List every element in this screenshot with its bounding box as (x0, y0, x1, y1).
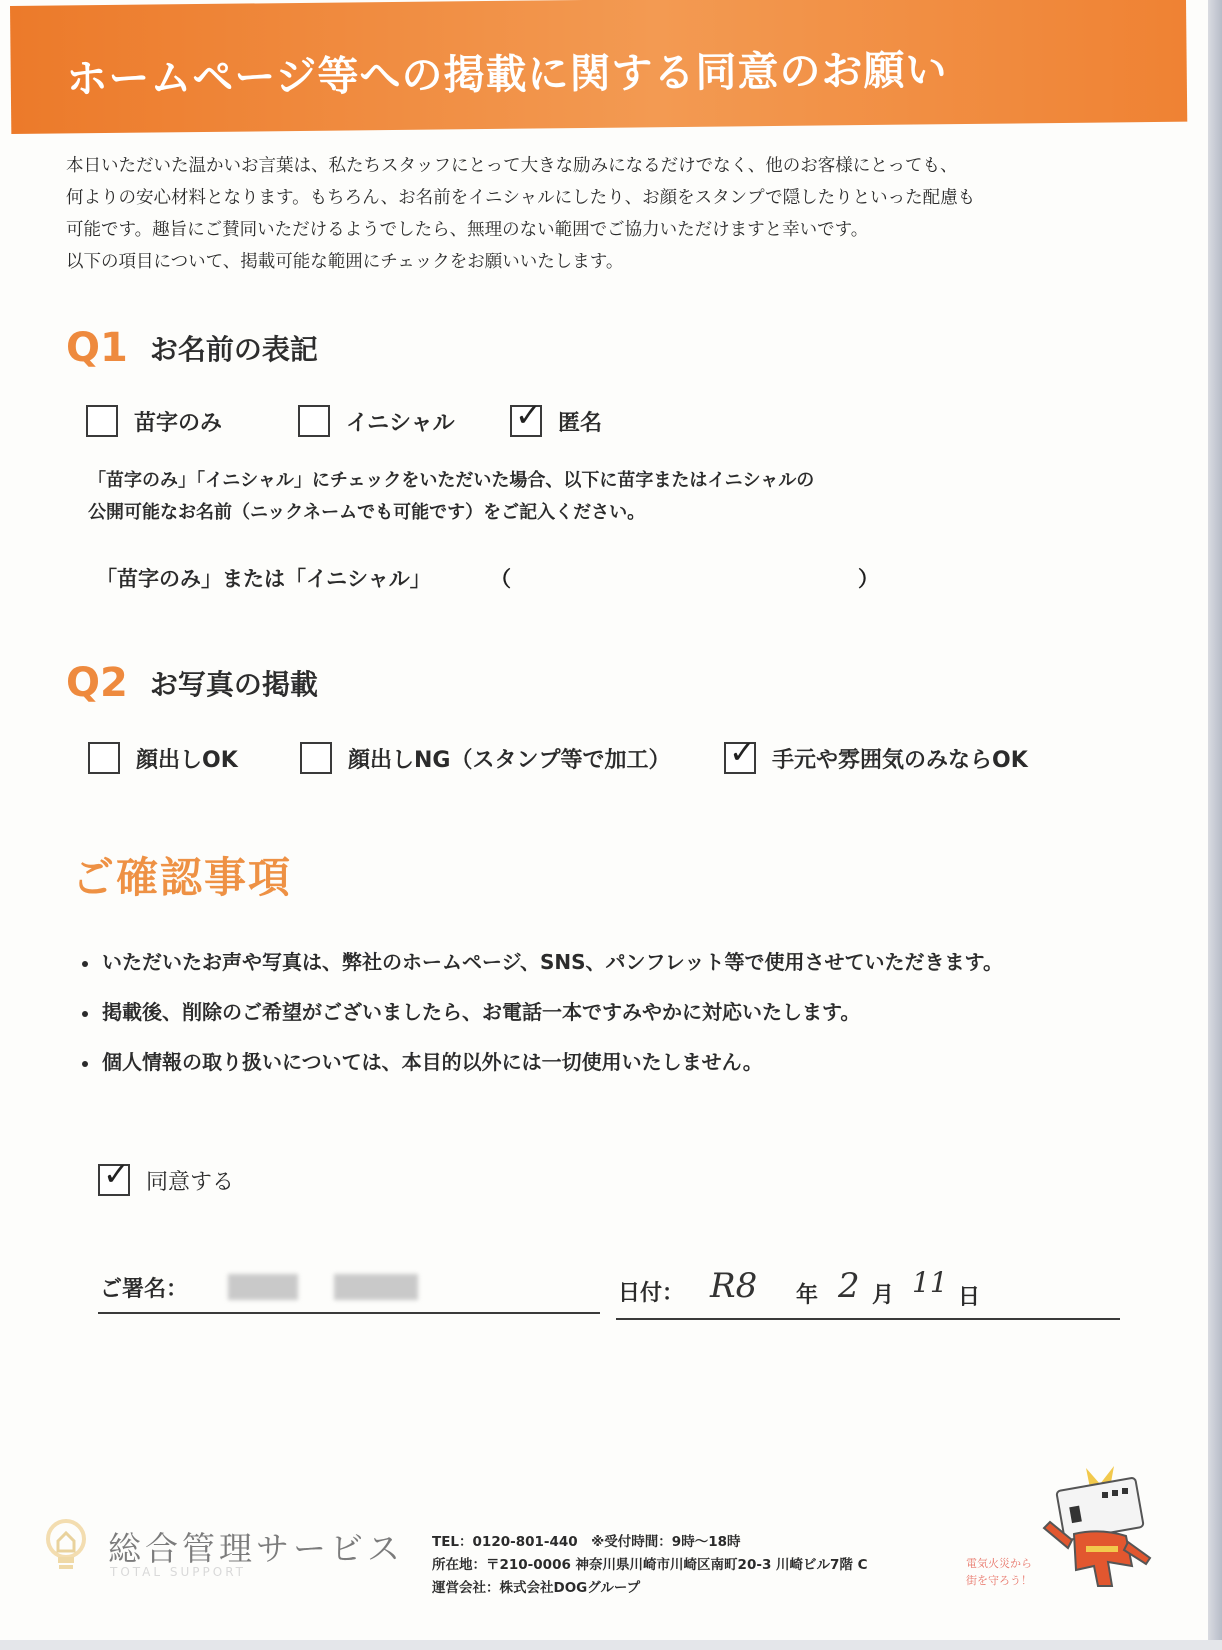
date-day-unit: 日 (958, 1285, 981, 1310)
bullet-dot (82, 961, 88, 967)
name-fill-label: 「苗字のみ」または「イニシャル」 (96, 567, 431, 591)
signature-line (98, 1312, 600, 1314)
option-label: 顔出しNG（スタンプ等で加工） (348, 747, 671, 773)
date-month-unit: 月 (872, 1283, 895, 1308)
confirm-item-text: 個人情報の取り扱いについては、本目的以外には一切使用いたしません。 (102, 1050, 763, 1074)
signature-redacted (228, 1274, 298, 1300)
q1-note-line-1: 「苗字のみ」「イニシャル」にチェックをいただいた場合、以下に苗字またはイニシャルの (88, 470, 815, 491)
q1-option-anonymous[interactable] (510, 396, 603, 437)
contact-company: 運営会社：株式会社DOGグループ (432, 1580, 641, 1596)
bullet-dot (82, 1011, 88, 1017)
date-era-year: R8 (710, 1266, 758, 1306)
page-edge-shadow (1208, 0, 1222, 1650)
page-title: ホームページ等への掲載に関する同意のお願い (66, 45, 948, 103)
q1-number: Q1 (66, 325, 128, 371)
lightbulb-icon (44, 1517, 88, 1577)
confirm-item-text: いただいたお声や写真は、弊社のホームページ、SNS、パンフレット等で使用させていただきます。 (102, 950, 1003, 974)
intro-line-4: 以下の項目について、掲載可能な範囲にチェックをお願いいたします。 (66, 252, 624, 272)
checkbox[interactable] (298, 405, 330, 437)
option-label: イニシャル (346, 410, 455, 436)
signature-label: ご署名： (100, 1277, 189, 1302)
confirm-item-text: 掲載後、削除のご希望がございましたら、お電話一本ですみやかに対応いたします。 (102, 1000, 861, 1024)
date-day: 11 (912, 1266, 948, 1299)
agree-label: 同意する (146, 1169, 235, 1195)
checkbox[interactable] (88, 742, 120, 774)
mascot-character-icon (1014, 1462, 1174, 1592)
q1-heading (66, 325, 318, 371)
signature-redacted (334, 1274, 418, 1300)
intro-line-1: 本日いただいた温かいお言葉は、私たちスタッフにとって大きな励みになるだけでなく、他のお客様にとっても、 (66, 156, 958, 176)
q2-option-atmosphere-ok[interactable] (724, 733, 1028, 774)
agree-checkbox-row[interactable] (98, 1155, 235, 1196)
checkbox-checked[interactable] (510, 396, 542, 437)
date-year-unit: 年 (796, 1283, 819, 1308)
option-label: 手元や雰囲気のみならOK (772, 747, 1028, 773)
check-mark-icon: ✓ (729, 733, 756, 771)
q2-number: Q2 (66, 660, 128, 706)
name-fill-paren-close: ） (858, 567, 879, 591)
intro-line-2: 何よりの安心材料となります。もちろん、お名前をイニシャルにしたり、お顔をスタンプで隠したりといった配慮も (66, 188, 976, 208)
contact-address: 所在地：〒210-0006 神奈川県川崎市川崎区南町20-3 川崎ビル7階 C (432, 1557, 868, 1573)
confirm-item (82, 996, 860, 1025)
confirm-item (82, 946, 1003, 975)
bullet-dot (82, 1061, 88, 1067)
mascot-caption-1: 電気火災から (966, 1557, 1032, 1570)
q1-title: お名前の表記 (149, 333, 318, 366)
confirm-title: ご確認事項 (72, 853, 293, 902)
contact-tel: TEL：0120-801-440 ※受付時間：9時〜18時 (432, 1534, 741, 1550)
page-edge-bottom (0, 1640, 1222, 1650)
name-fill-paren-open: （ (490, 567, 511, 591)
q1-option-surname-only[interactable] (86, 405, 222, 437)
company-logo (38, 1515, 408, 1585)
q2-title: お写真の掲載 (149, 668, 318, 701)
q2-option-face-ok[interactable] (88, 742, 238, 774)
option-label: 顔出しOK (136, 747, 238, 773)
intro-line-3: 可能です。趣旨にご賛同いただけるようでしたら、無理のない範囲でご協力いただけますと幸いです。 (66, 220, 869, 240)
mascot-caption-2: 街を守ろう！ (966, 1574, 1032, 1587)
date-month: 2 (838, 1266, 860, 1306)
check-mark-icon: ✓ (103, 1155, 130, 1193)
option-label: 苗字のみ (134, 410, 223, 436)
check-mark-icon: ✓ (515, 396, 542, 434)
q2-option-face-ng[interactable] (300, 742, 670, 774)
date-line (616, 1318, 1120, 1320)
confirm-item (82, 1046, 763, 1075)
option-label: 匿名 (558, 410, 603, 436)
q1-note-line-2: 公開可能なお名前（ニックネームでも可能です）をご記入ください。 (88, 502, 646, 523)
date-label: 日付： (618, 1281, 685, 1306)
q1-option-initial[interactable] (298, 405, 455, 437)
q2-heading (66, 660, 318, 706)
logo-name: 総合管理サービス (108, 1529, 404, 1568)
logo-subtitle: TOTAL SUPPORT (110, 1565, 246, 1579)
checkbox-checked[interactable] (724, 733, 756, 774)
checkbox[interactable] (300, 742, 332, 774)
checkbox[interactable] (86, 405, 118, 437)
agree-checkbox[interactable] (98, 1155, 130, 1196)
